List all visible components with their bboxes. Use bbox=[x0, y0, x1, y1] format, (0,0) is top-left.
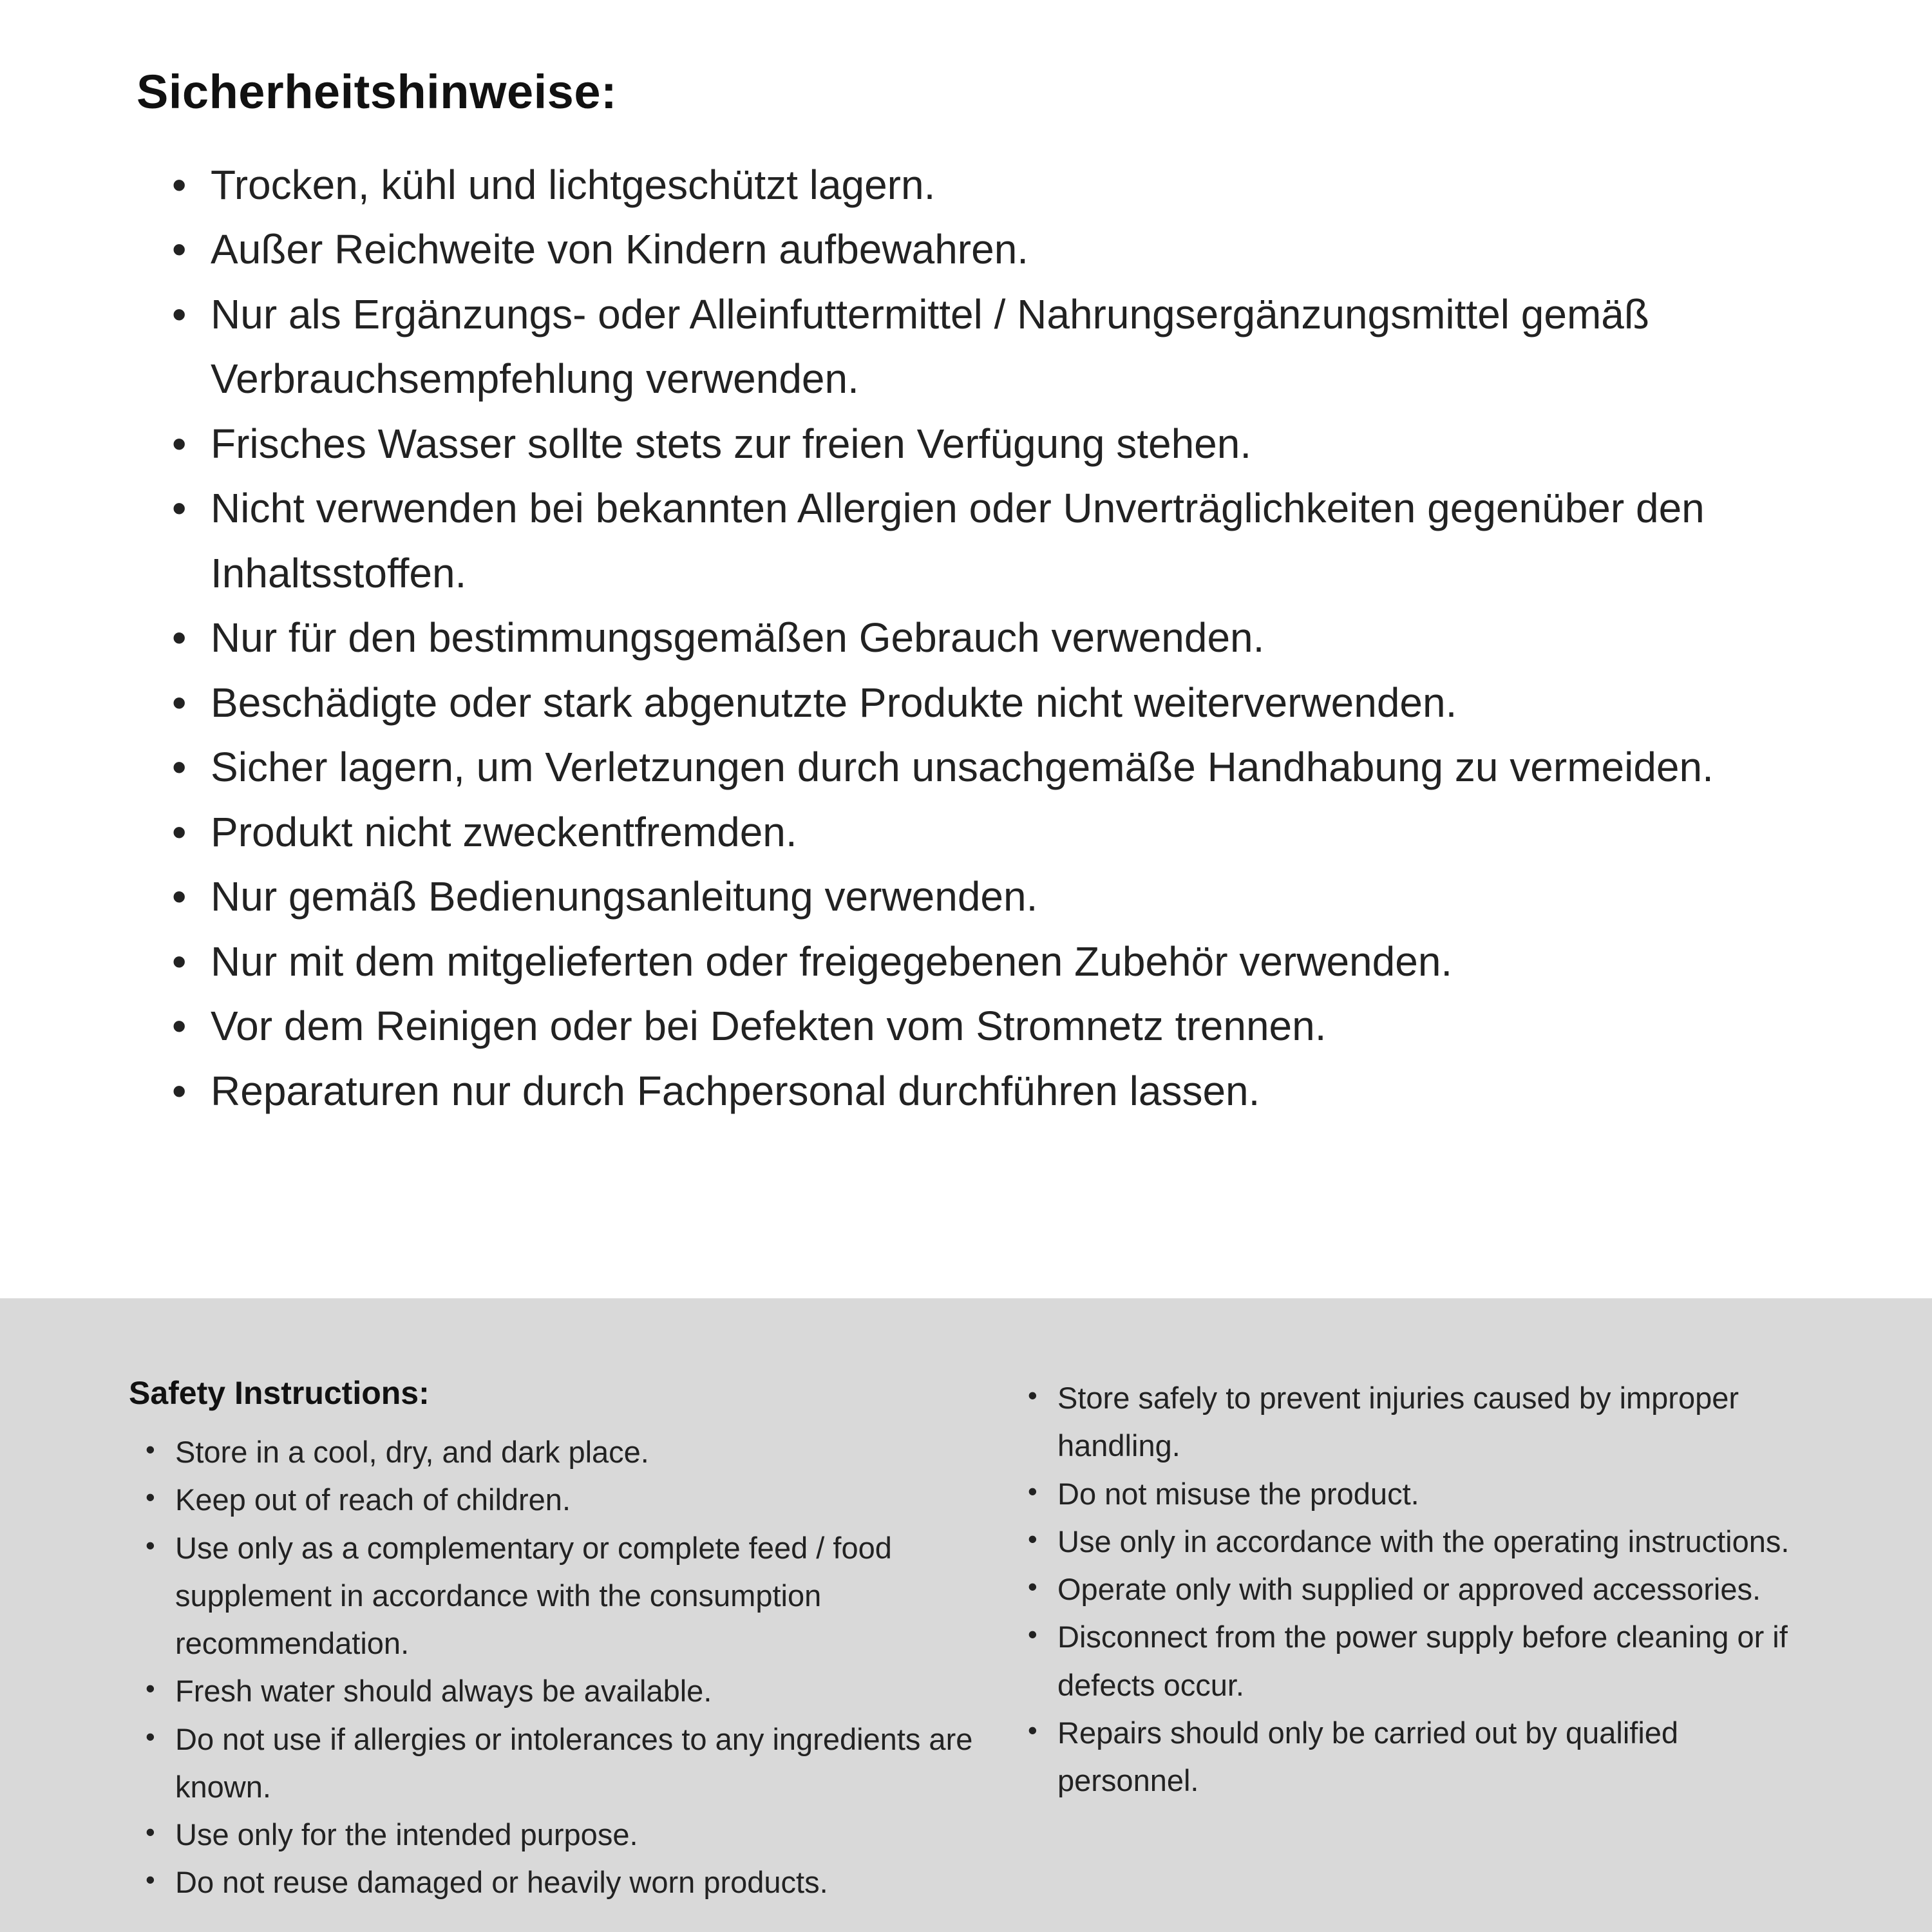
english-left-column bbox=[129, 1374, 992, 1907]
german-list-item: • Sicher lagern, um Verletzungen durch unsachgemäße Handhabung zu vermeiden. bbox=[172, 735, 1718, 799]
english-list-item: • Use only in accordance with the operating instructions. bbox=[1028, 1518, 1810, 1566]
english-instruction-list-right bbox=[1028, 1374, 1810, 1804]
german-list-item: • Trocken, kühl und lichtgeschützt lagern. bbox=[172, 153, 1718, 217]
english-list-item: • Do not misuse the product. bbox=[1028, 1470, 1810, 1518]
german-list-item: • Nicht verwenden bei bekannten Allergien oder Unverträglichkeiten gegenüber den Inhaltsstoffen. bbox=[172, 476, 1718, 605]
english-list-item: • Use only for the intended purpose. bbox=[146, 1811, 992, 1859]
english-section-title: Safety Instructions: bbox=[129, 1375, 430, 1411]
german-list-item: • Nur mit dem mitgelieferten oder freigegebenen Zubehör verwenden. bbox=[172, 929, 1718, 994]
english-list-item: • Keep out of reach of children. bbox=[146, 1476, 992, 1524]
german-section-title: Sicherheitshinweise: bbox=[137, 65, 618, 118]
english-list-item: • Store in a cool, dry, and dark place. bbox=[146, 1428, 992, 1476]
german-list-item: • Produkt nicht zweckentfremden. bbox=[172, 800, 1718, 864]
english-right-column bbox=[1028, 1374, 1810, 1804]
german-list-item: • Vor dem Reinigen oder bei Defekten vom Stromnetz trennen. bbox=[172, 994, 1718, 1058]
german-list-item: • Nur gemäß Bedienungsanleitung verwenden. bbox=[172, 864, 1718, 929]
english-list-item: • Do not reuse damaged or heavily worn products. bbox=[146, 1859, 992, 1906]
german-list-item: • Nur als Ergänzungs- oder Alleinfuttermittel / Nahrungsergänzungsmittel gemäß Verbrauchsempfehlung verwenden. bbox=[172, 282, 1718, 412]
german-list-item: • Außer Reichweite von Kindern aufbewahren. bbox=[172, 217, 1718, 281]
english-list-item: • Operate only with supplied or approved accessories. bbox=[1028, 1566, 1810, 1613]
english-list-item: • Use only as a complementary or complete feed / food supplement in accordance with the consumption recommendation. bbox=[146, 1524, 992, 1668]
english-list-item: • Store safely to prevent injuries caused by improper handling. bbox=[1028, 1374, 1810, 1470]
english-list-item: • Disconnect from the power supply before cleaning or if defects occur. bbox=[1028, 1613, 1810, 1709]
german-list-item: • Reparaturen nur durch Fachpersonal durchführen lassen. bbox=[172, 1059, 1718, 1123]
english-list-item: • Do not use if allergies or intolerances to any ingredients are known. bbox=[146, 1716, 992, 1812]
english-list-item: • Repairs should only be carried out by qualified personnel. bbox=[1028, 1709, 1810, 1805]
english-section bbox=[0, 1298, 1932, 1932]
german-list-item: • Beschädigte oder stark abgenutzte Produkte nicht weiterverwenden. bbox=[172, 670, 1718, 735]
german-list-item: • Frisches Wasser sollte stets zur freien Verfügung stehen. bbox=[172, 412, 1718, 476]
german-list-item: • Nur für den bestimmungsgemäßen Gebrauch verwenden. bbox=[172, 605, 1718, 670]
english-instruction-list-left bbox=[129, 1428, 992, 1907]
german-instruction-list bbox=[137, 153, 1718, 1123]
english-list-item: • Fresh water should always be available. bbox=[146, 1667, 992, 1715]
